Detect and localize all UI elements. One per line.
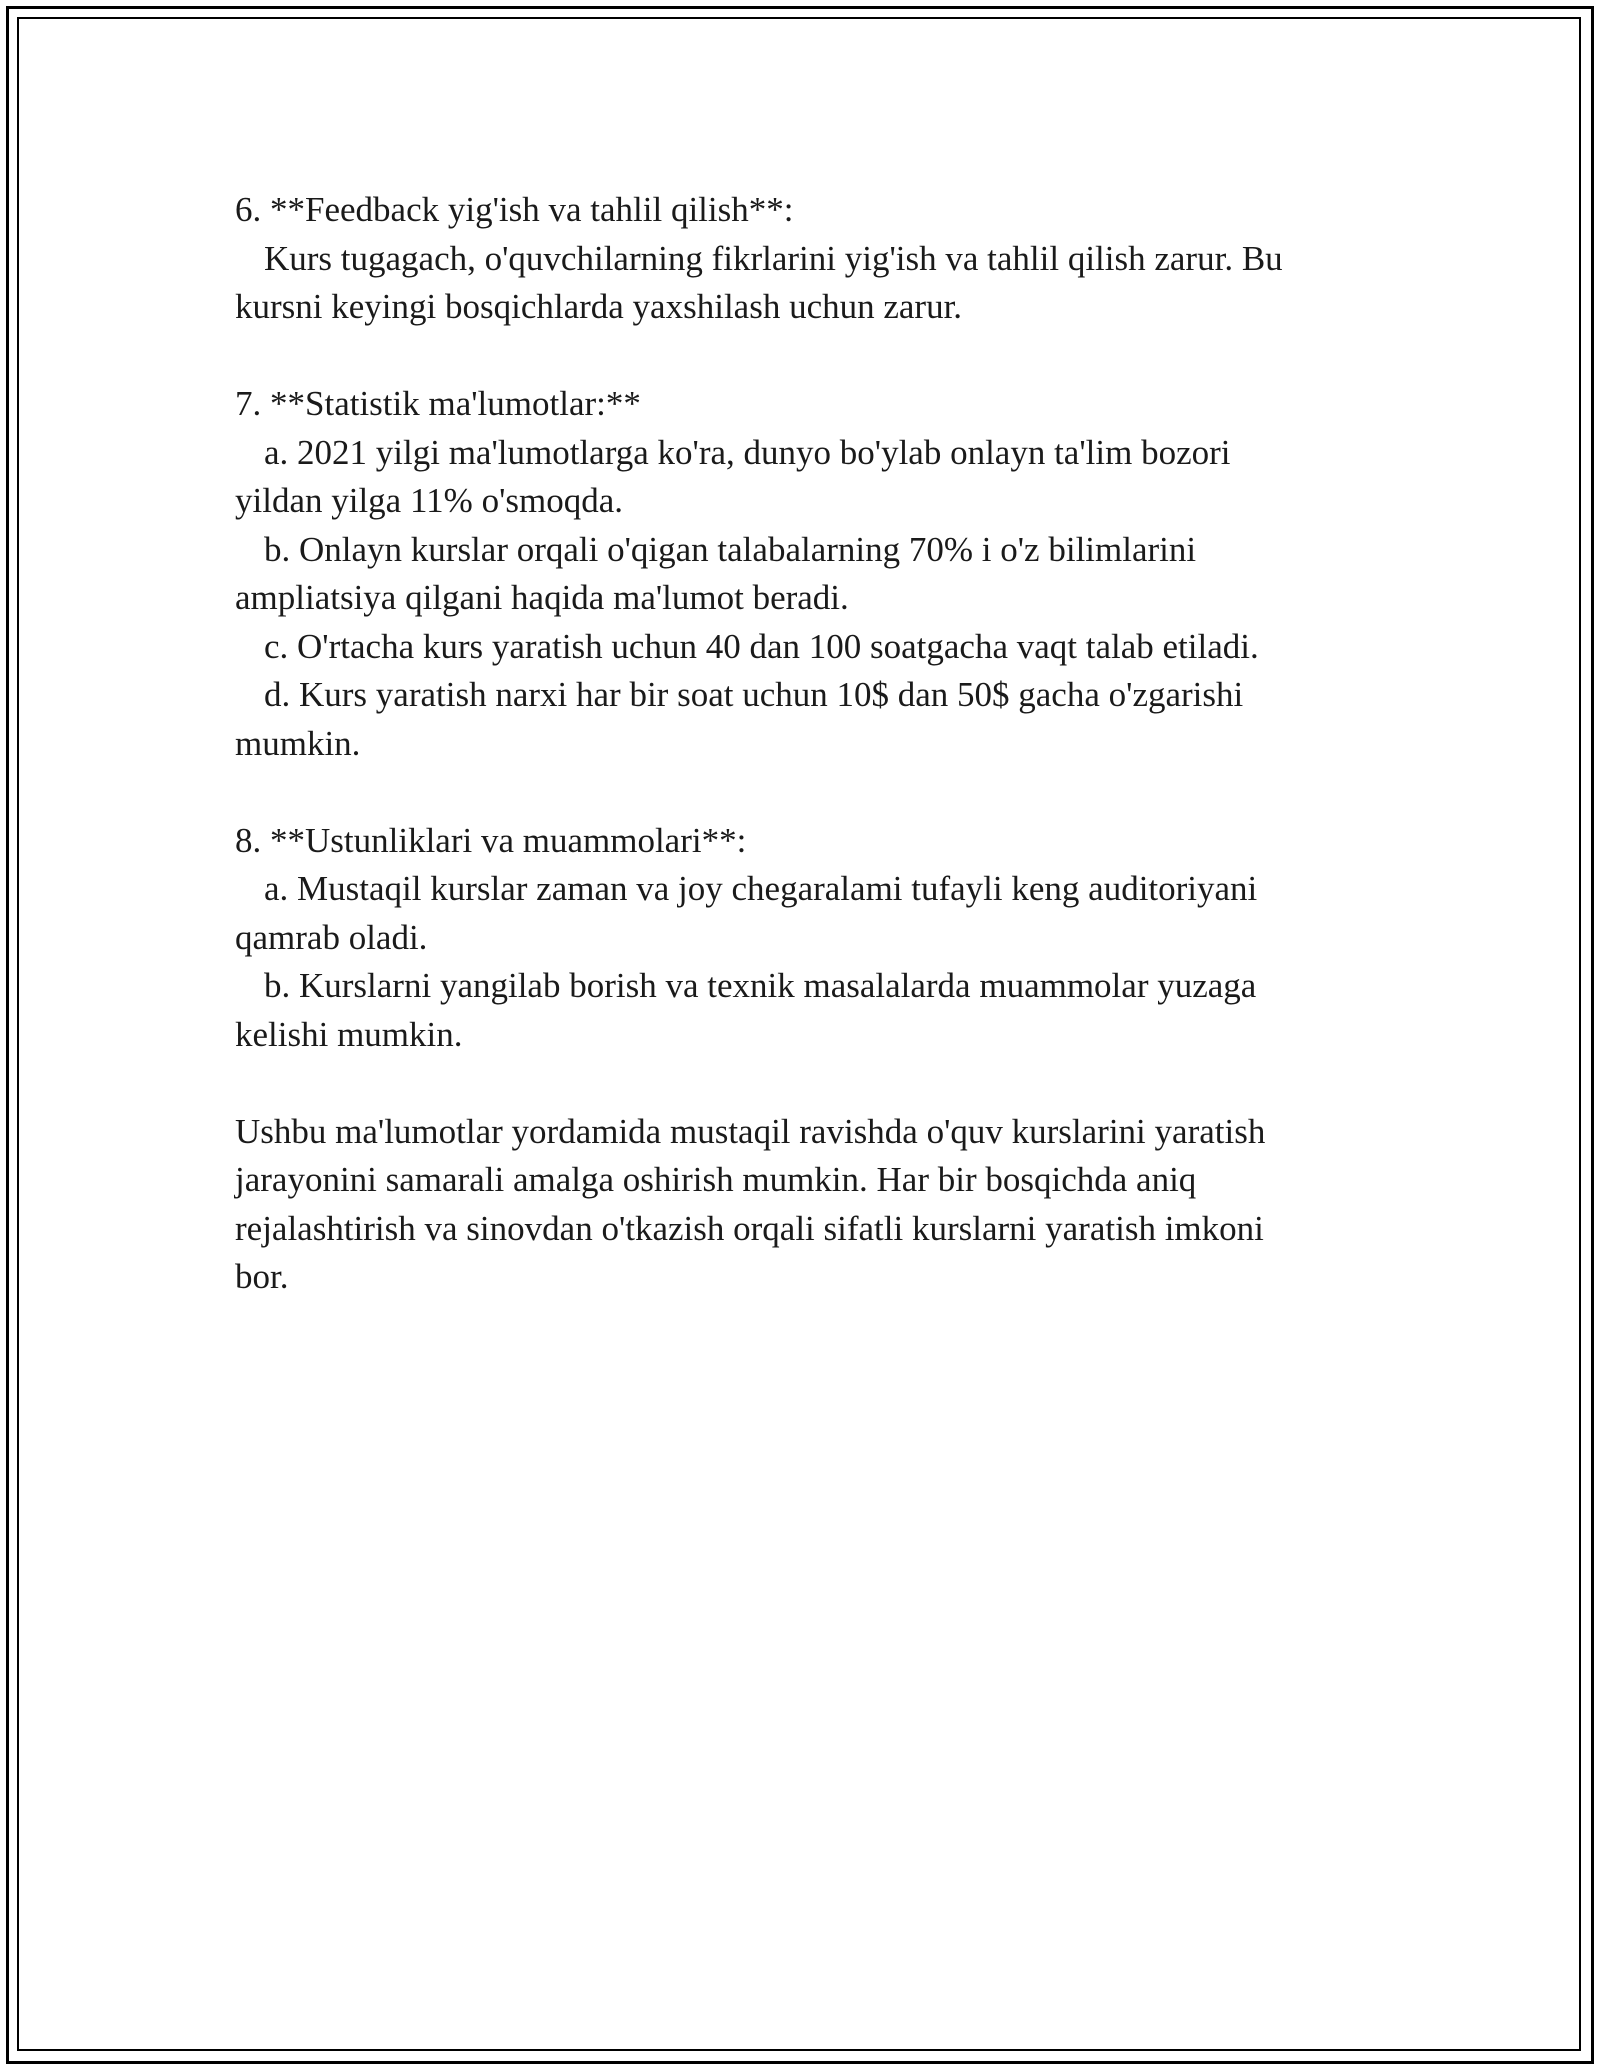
paragraph-line: rejalashtirish va sinovdan o'tkazish orqali sifatli kurslarni yaratish imkoni (235, 1208, 1264, 1248)
conclusion-paragraph (235, 1108, 1365, 1302)
paragraph-gap (235, 332, 1365, 381)
list-item (235, 962, 1365, 1059)
section-heading: 7. **Statistik ma'lumotlar:** (235, 384, 641, 423)
list-item (235, 429, 1365, 526)
section-advantages (235, 817, 1365, 1060)
list-item (235, 865, 1365, 962)
list-item-line: yildan yilga 11% o'smoqda. (235, 481, 624, 520)
section-heading: 8. **Ustunliklari va muammolari**: (235, 820, 747, 860)
list-item-line: a. Mustaqil kurslar zaman va joy chegaralami tufayli keng auditoriyani (264, 869, 1258, 908)
section-feedback (235, 186, 1365, 332)
paragraph-line: kursni keyingi bosqichlarda yaxshilash uchun zarur. (235, 287, 963, 326)
list-item-line: b. Kurslarni yangilab borish va texnik masalalarda muammolar yuzaga (264, 966, 1257, 1005)
list-item-line: d. Kurs yaratish narxi har bir soat uchun 10$ dan 50$ gacha o'zgarishi (264, 675, 1244, 714)
document-body (235, 186, 1365, 1302)
list-item-line: kelishi mumkin. (235, 1014, 463, 1054)
list-item (235, 623, 1365, 672)
list-item-line: qamrab oladi. (235, 917, 428, 957)
list-item-line: mumkin. (235, 723, 361, 763)
paragraph-line: jarayonini samarali amalga oshirish mumkin. Har bir bosqichda aniq (235, 1160, 1197, 1199)
list-item-line: c. O'rtacha kurs yaratish uchun 40 dan 100 soatgacha vaqt talab etiladi. (264, 626, 1259, 666)
paragraph-gap (235, 1059, 1365, 1108)
paragraph-line: bor. (235, 1257, 289, 1296)
list-item-line: ampliatsiya qilgani haqida ma'lumot beradi. (235, 578, 849, 617)
list-item (235, 671, 1365, 768)
paragraph-line: Ushbu ma'lumotlar yordamida mustaqil ravishda o'quv kurslarini yaratish (235, 1111, 1266, 1151)
section-statistics (235, 380, 1365, 768)
list-item (235, 526, 1365, 623)
paragraph-gap (235, 768, 1365, 817)
list-item-line: a. 2021 yilgi ma'lumotlarga ko'ra, dunyo bo'ylab onlayn ta'lim bozori (264, 432, 1231, 472)
list-item-line: b. Onlayn kurslar orqali o'qigan talabalarning 70% i o'z bilimlarini (264, 529, 1197, 569)
paragraph-line: Kurs tugagach, o'quvchilarning fikrlarini yig'ish va tahlil qilish zarur. Bu (264, 238, 1283, 278)
section-heading: 6. **Feedback yig'ish va tahlil qilish**: (235, 190, 794, 229)
